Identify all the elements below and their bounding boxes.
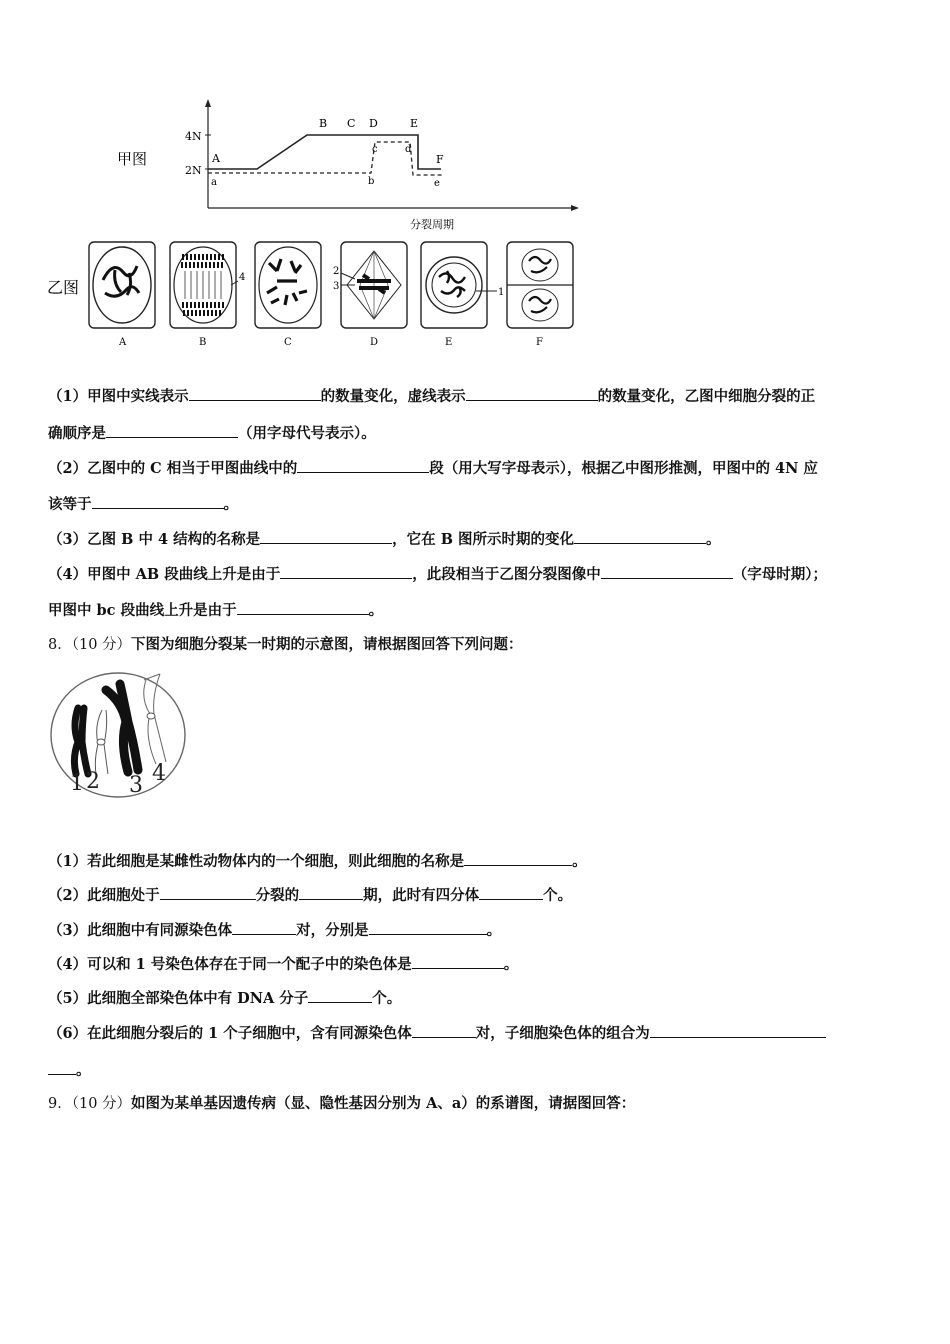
q7-2-blank-2[interactable]	[92, 494, 224, 509]
annotation-4: 4	[239, 272, 246, 283]
q8-2-line	[48, 885, 572, 906]
q7-1-part-c: 的数量变化，乙图中细胞分裂的正	[597, 388, 816, 405]
q8-3-line	[48, 920, 501, 941]
cell-D	[333, 242, 407, 348]
q7-4-part-b: ，此段相当于乙图分裂图像中	[412, 566, 601, 583]
cell-E	[421, 242, 504, 348]
q7-1-part-b: 的数量变化，虚线表示	[320, 388, 466, 405]
q8-5-part-a: （5）此细胞全部染色体中有 DNA 分子	[48, 990, 309, 1007]
chromosome-3	[106, 684, 138, 772]
q8-6-blank-1[interactable]	[412, 1023, 476, 1038]
cell-label-D: D	[370, 337, 379, 348]
jia-label: 甲图	[117, 150, 148, 168]
q8-4-blank[interactable]	[412, 954, 504, 969]
q8-2-part-c: 期，此时有四分体	[363, 887, 480, 904]
pt-E: E	[410, 117, 419, 130]
q9-stem-text: 如图为某单基因遗传病（显、隐性基因分别为 A、a）的系谱图，请据图回答：	[131, 1095, 636, 1112]
chromosome-2	[95, 710, 108, 774]
cell-label-F: F	[536, 337, 543, 348]
pt-b: b	[368, 176, 375, 187]
q9-stem	[48, 1094, 635, 1114]
q7-1-blank-3[interactable]	[106, 423, 238, 438]
q7-3-part-b: ，它在 B 图所示时期的变化	[392, 531, 574, 548]
chrom-label-3: 3	[129, 773, 143, 798]
cell-label-A: A	[119, 337, 127, 348]
cell-C	[255, 242, 321, 348]
pt-a: a	[211, 177, 217, 188]
q8-stem-text: 下图为细胞分裂某一时期的示意图，请根据图回答下列问题：	[131, 636, 523, 653]
pt-c: c	[372, 144, 378, 155]
q7-4-line2	[48, 600, 383, 621]
q7-4-blank-2[interactable]	[601, 564, 733, 579]
q8-5-blank[interactable]	[308, 988, 372, 1003]
pt-D: D	[369, 117, 378, 130]
q8-2-part-d: 个。	[543, 887, 573, 904]
q7-3-line	[48, 529, 721, 550]
q8-1-part-a: （1）若此细胞是某雌性动物体内的一个细胞，则此细胞的名称是	[48, 853, 465, 870]
q7-1-part-a: （1）甲图中实线表示	[48, 388, 189, 405]
q8-number: 8．（10 分）	[48, 637, 132, 653]
q8-6-blank-2[interactable]	[650, 1023, 826, 1038]
q8-6-part-a: （6）在此细胞分裂后的 1 个子细胞中，含有同源染色体	[48, 1025, 412, 1042]
cell-F	[507, 242, 573, 348]
q8-3-part-a: （3）此细胞中有同源染色体	[48, 922, 233, 939]
chrom-label-4: 4	[152, 761, 166, 786]
q8-2-blank-1[interactable]	[160, 885, 256, 900]
pt-A: A	[212, 152, 220, 165]
q8-6-line2	[48, 1060, 91, 1081]
q7-1-line1	[48, 386, 815, 407]
q8-3-part-c: 。	[486, 922, 502, 939]
q8-2-blank-3[interactable]	[479, 885, 543, 900]
cell-label-E: E	[445, 337, 453, 348]
q8-6-part-b: 对，子细胞染色体的组合为	[475, 1025, 650, 1042]
q7-4-blank-3[interactable]	[237, 600, 369, 615]
q8-2-part-b: 分裂的	[255, 887, 300, 904]
q9-number: 9．（10 分）	[48, 1096, 132, 1112]
annotation-1: 1	[498, 287, 505, 298]
q8-1-line	[48, 851, 587, 872]
q8-2-part-a: （2）此细胞处于	[48, 887, 160, 904]
q8-5-line	[48, 988, 401, 1009]
figure-q8-cell	[48, 670, 193, 802]
q8-1-blank[interactable]	[464, 851, 572, 866]
figure-jia-yi	[45, 95, 580, 355]
cell-B	[170, 242, 245, 348]
pt-B: B	[319, 117, 328, 130]
y-tick-4n: 4N	[185, 130, 202, 143]
annotation-3: 3	[333, 281, 340, 292]
q8-3-part-b: 对，分别是	[296, 922, 369, 939]
q7-2-part-c: 该等于	[48, 496, 92, 513]
chrom-label-2: 2	[86, 769, 100, 794]
q7-1-line2	[48, 423, 376, 444]
q8-1-part-b: 。	[572, 853, 587, 870]
q8-4-line	[48, 954, 518, 975]
q7-3-blank-2[interactable]	[574, 529, 706, 544]
q8-6-line1	[48, 1023, 826, 1044]
pt-C: C	[347, 117, 356, 130]
q7-4-blank-1[interactable]	[280, 564, 412, 579]
chromosome-4	[144, 674, 166, 764]
annotation-2: 2	[333, 266, 340, 277]
x-axis-label: 分裂周期	[410, 218, 454, 231]
q7-4-part-d: 甲图中 bc 段曲线上升是由于	[48, 602, 237, 619]
q7-4-line1	[48, 564, 827, 585]
cell-A	[89, 242, 155, 348]
chrom-label-1: 1	[70, 771, 84, 796]
q7-1-blank-1[interactable]	[189, 386, 321, 401]
yi-label: 乙图	[47, 278, 80, 297]
pt-e: e	[434, 178, 440, 189]
q7-1-part-e: （用字母代号表示）。	[238, 425, 376, 442]
q7-3-blank-1[interactable]	[260, 529, 392, 544]
q8-6-blank-2-cont[interactable]	[48, 1060, 76, 1075]
q8-2-blank-2[interactable]	[299, 885, 363, 900]
q7-2-part-b: 段（用大写字母表示），根据乙中图形推测，甲图中的 4N 应	[429, 460, 818, 477]
q7-2-line1	[48, 458, 818, 479]
y-tick-2n: 2N	[185, 164, 202, 177]
q7-1-blank-2[interactable]	[466, 386, 598, 401]
q8-5-part-b: 个。	[372, 990, 402, 1007]
q8-4-part-a: （4）可以和 1 号染色体存在于同一个配子中的染色体是	[48, 956, 412, 973]
chromosome-1	[74, 708, 88, 774]
cell-label-B: B	[199, 337, 207, 348]
q7-2-part-d: 。	[223, 496, 238, 513]
q8-3-blank-2[interactable]	[369, 920, 487, 935]
q7-4-part-c: （字母时期）；	[732, 566, 827, 583]
q7-2-blank-1[interactable]	[297, 458, 429, 473]
pt-d: d	[405, 144, 412, 155]
q7-4-part-e: 。	[368, 602, 384, 619]
q8-6-part-c: 。	[76, 1062, 91, 1079]
q7-3-part-c: 。	[706, 531, 721, 548]
q7-1-part-d: 确顺序是	[48, 425, 106, 442]
q7-3-part-a: （3）乙图 B 中 4 结构的名称是	[48, 531, 261, 548]
q7-2-part-a: （2）乙图中的 C 相当于甲图曲线中的	[48, 460, 298, 477]
q8-4-part-b: 。	[503, 956, 519, 973]
pt-F: F	[436, 153, 444, 166]
q8-3-blank-1[interactable]	[232, 920, 296, 935]
q7-2-line2	[48, 494, 238, 515]
q8-stem	[48, 635, 523, 655]
cell-label-C: C	[284, 337, 292, 348]
graph-jia	[117, 99, 579, 231]
q7-4-part-a: （4）甲图中 AB 段曲线上升是由于	[48, 566, 281, 583]
